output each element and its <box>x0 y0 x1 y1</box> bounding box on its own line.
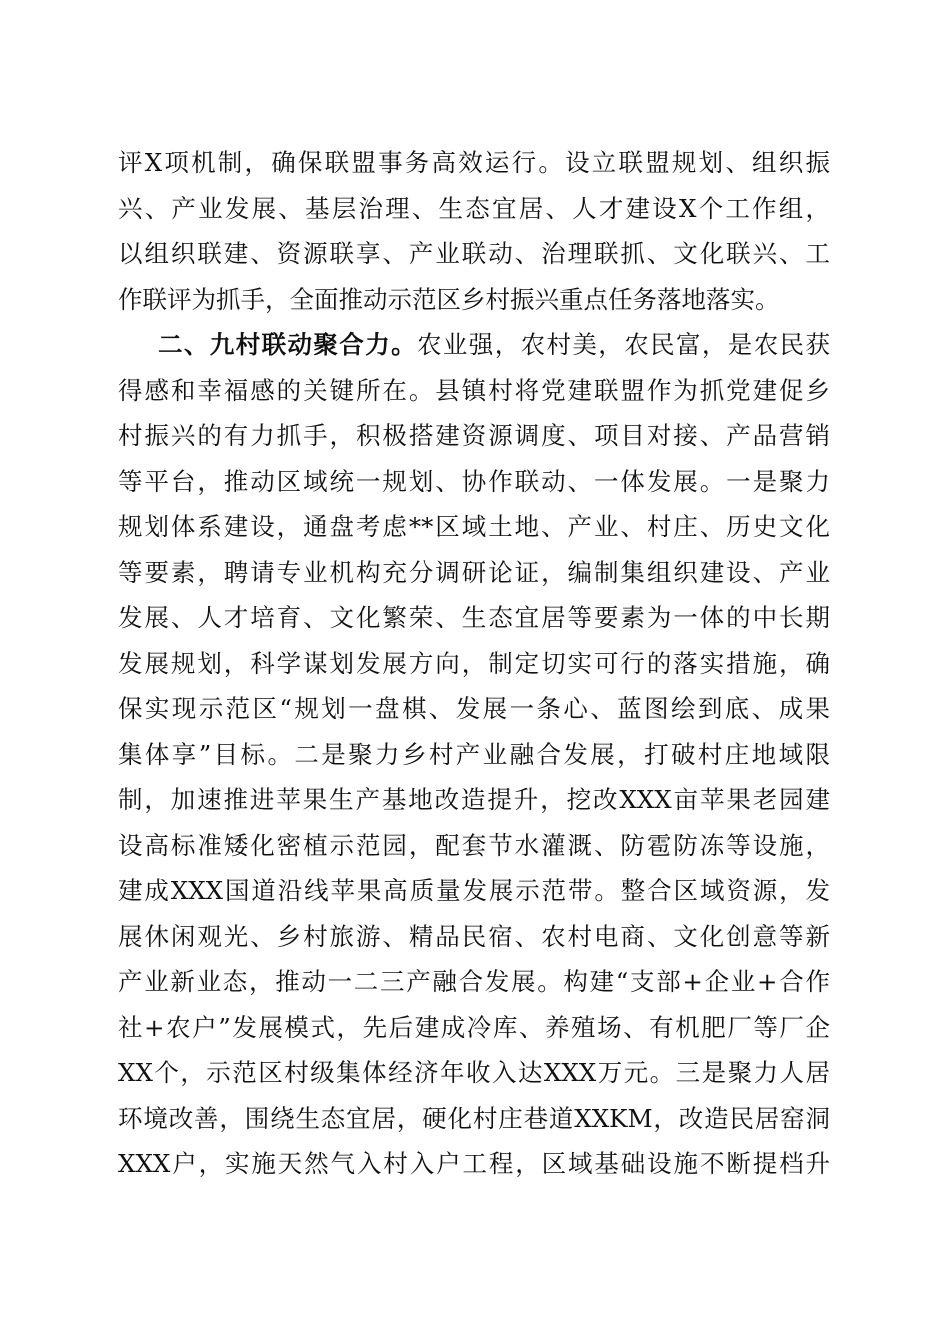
text-line: 集体享”目标。二是聚力乡村产业融合发展，打破村庄地域限 <box>118 739 830 769</box>
text-line: 规划体系建设，通盘考虑**区域土地、产业、村庄、历史文化 <box>118 512 830 541</box>
text-line: 设高标准矮化密植示范园，配套节水灌溉、防雹防冻等设施， <box>118 830 830 860</box>
text-line: 发展规划，科学谋划发展方向，制定切实可行的落实措施，确 <box>118 648 830 678</box>
text-line: 环境改善，围绕生态宜居，硬化村庄巷道XXKM，改造民居窑洞 <box>118 1103 830 1133</box>
paragraph-1 <box>118 140 830 322</box>
text-line: 产业新业态，推动一二三产融合发展。构建“支部+企业+合作 <box>118 967 830 996</box>
text-line: 评X项机制，确保联盟事务高效运行。设立联盟规划、组织振 <box>118 148 830 177</box>
document-body <box>118 140 830 1187</box>
paragraph-2 <box>118 322 830 1187</box>
text-line: 发展、人才培育、文化繁荣、生态宜居等要素为一体的中长期 <box>118 603 830 632</box>
text-line: XX个，示范区村级集体经济年收入达XXX万元。三是聚力人居 <box>118 1058 830 1087</box>
text-line <box>118 322 830 368</box>
heading-line-rest: 农业强，农村美，农民富，是农民获 <box>417 330 830 359</box>
text-line: 等要素，聘请专业机构充分调研论证，编制集组织建设、产业 <box>118 557 830 587</box>
text-line: 制，加速推进苹果生产基地改造提升，挖改XXX亩苹果老园建 <box>118 785 830 814</box>
text-line: 展休闲观光、乡村旅游、精品民宿、农村电商、文化创意等新 <box>118 921 830 951</box>
text-line: 保实现示范区“规划一盘棋、发展一条心、蓝图绘到底、成果 <box>118 694 830 723</box>
text-line: 村振兴的有力抓手，积极搭建资源调度、项目对接、产品营销 <box>118 421 830 450</box>
section-heading: 二、九村联动聚合力。 <box>158 330 417 359</box>
text-line: 兴、产业发展、基层治理、生态宜居、人才建设X个工作组， <box>118 193 830 223</box>
text-line: 得感和幸福感的关键所在。县镇村将党建联盟作为抓党建促乡 <box>118 375 830 405</box>
text-line: 以组织联建、资源联享、产业联动、治理联抓、文化联兴、工 <box>118 239 830 268</box>
text-line: 建成XXX国道沿线苹果高质量发展示范带。整合区域资源，发 <box>118 876 830 905</box>
text-line: 等平台，推动区域统一规划、协作联动、一体发展。一是聚力 <box>118 466 830 496</box>
text-line: 作联评为抓手，全面推动示范区乡村振兴重点任务落地落实。 <box>118 284 780 314</box>
text-line: XXX户，实施天然气入村入户工程，区域基础设施不断提档升 <box>118 1149 830 1178</box>
text-line: 社+农户”发展模式，先后建成冷库、养殖场、有机肥厂等厂企 <box>118 1012 830 1042</box>
